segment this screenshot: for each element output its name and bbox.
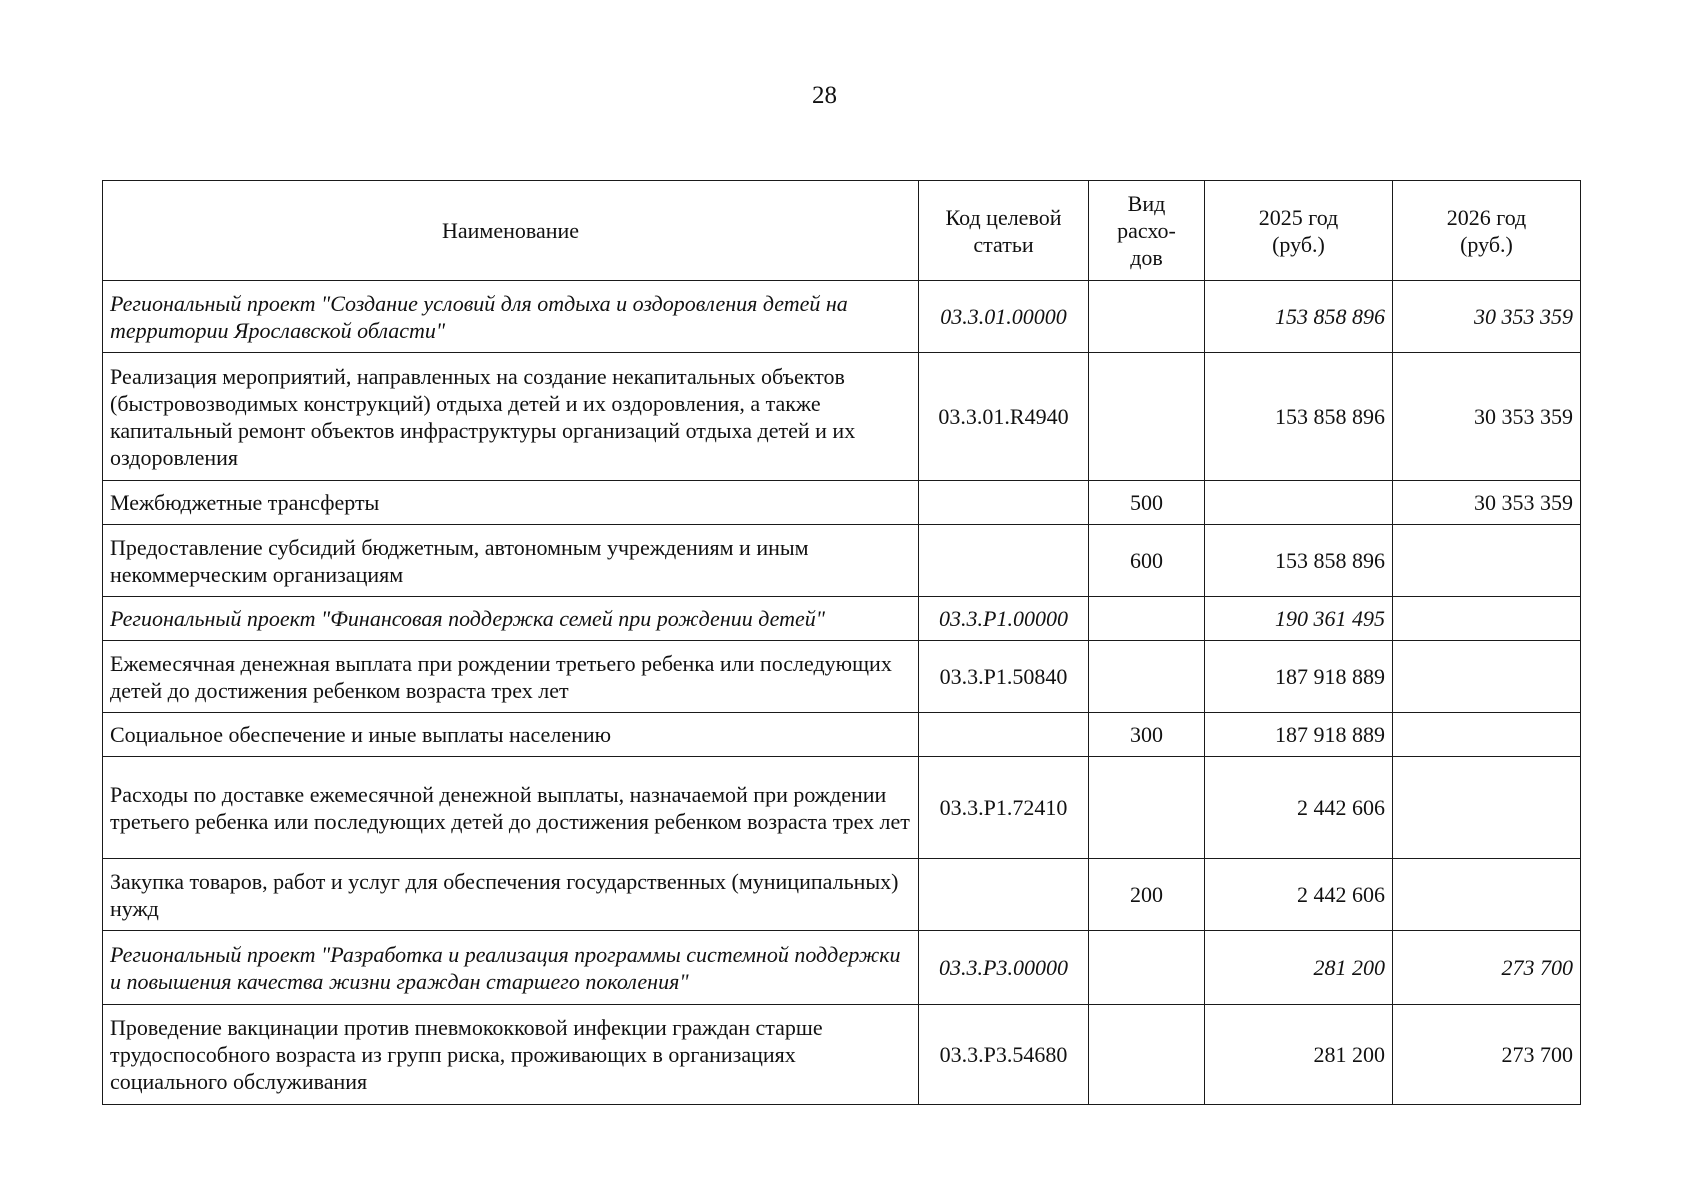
cell-name: Социальное обеспечение и иные выплаты населению — [103, 713, 919, 757]
cell-2025: 190 361 495 — [1205, 597, 1393, 641]
table-row — [103, 281, 1581, 353]
cell-name: Региональный проект "Разработка и реализация программы системной поддержки и повышения качества жизни граждан старшего поколения" — [103, 931, 919, 1005]
cell-code: 03.3.P3.54680 — [919, 1005, 1089, 1105]
table-row — [103, 859, 1581, 931]
cell-2026 — [1393, 597, 1581, 641]
cell-name: Региональный проект "Финансовая поддержка семей при рождении детей" — [103, 597, 919, 641]
cell-name: Ежемесячная денежная выплата при рождении третьего ребенка или последующих детей до достижения ребенком возраста трех лет — [103, 641, 919, 713]
cell-2025: 187 918 889 — [1205, 641, 1393, 713]
budget-table — [102, 180, 1581, 1105]
cell-type: 600 — [1089, 525, 1205, 597]
cell-code: 03.3.01.00000 — [919, 281, 1089, 353]
header-expense-type: Вид расхо- дов — [1089, 181, 1205, 281]
cell-code: 03.3.P1.00000 — [919, 597, 1089, 641]
cell-2026: 30 353 359 — [1393, 281, 1581, 353]
header-2026: 2026 год (руб.) — [1393, 181, 1581, 281]
cell-code — [919, 481, 1089, 525]
cell-2026 — [1393, 757, 1581, 859]
table-row — [103, 757, 1581, 859]
cell-type — [1089, 281, 1205, 353]
cell-type — [1089, 353, 1205, 481]
table-row — [103, 931, 1581, 1005]
table-row — [103, 597, 1581, 641]
cell-2026: 30 353 359 — [1393, 353, 1581, 481]
cell-code: 03.3.01.R4940 — [919, 353, 1089, 481]
cell-2026 — [1393, 713, 1581, 757]
cell-2026: 30 353 359 — [1393, 481, 1581, 525]
cell-2025: 153 858 896 — [1205, 525, 1393, 597]
cell-2025: 281 200 — [1205, 931, 1393, 1005]
header-code: Код целевой статьи — [919, 181, 1089, 281]
cell-2025 — [1205, 481, 1393, 525]
table-row — [103, 481, 1581, 525]
cell-name: Проведение вакцинации против пневмококковой инфекции граждан старше трудоспособного возраста из групп риска, проживающих в организациях социального обслуживания — [103, 1005, 919, 1105]
cell-code: 03.3.P1.50840 — [919, 641, 1089, 713]
page-number: 28 — [812, 82, 837, 109]
cell-type — [1089, 757, 1205, 859]
cell-2025: 281 200 — [1205, 1005, 1393, 1105]
table-row — [103, 1005, 1581, 1105]
cell-2025: 153 858 896 — [1205, 281, 1393, 353]
cell-name: Реализация мероприятий, направленных на создание некапитальных объектов (быстровозводимых конструкций) отдыха детей и их оздоровления, а также капитальный ремонт объектов инфраструктуры организаций отдыха детей и их оздоровления — [103, 353, 919, 481]
cell-2026 — [1393, 641, 1581, 713]
cell-type: 200 — [1089, 859, 1205, 931]
cell-type — [1089, 931, 1205, 1005]
cell-type: 500 — [1089, 481, 1205, 525]
cell-code — [919, 525, 1089, 597]
cell-name: Межбюджетные трансферты — [103, 481, 919, 525]
cell-name: Предоставление субсидий бюджетным, автономным учреждениям и иным некоммерческим организациям — [103, 525, 919, 597]
cell-code — [919, 713, 1089, 757]
table-row — [103, 353, 1581, 481]
table-row — [103, 641, 1581, 713]
cell-2025: 2 442 606 — [1205, 757, 1393, 859]
cell-name: Закупка товаров, работ и услуг для обеспечения государственных (муниципальных) нужд — [103, 859, 919, 931]
cell-2026 — [1393, 525, 1581, 597]
cell-type — [1089, 1005, 1205, 1105]
cell-code: 03.3.P1.72410 — [919, 757, 1089, 859]
cell-2026: 273 700 — [1393, 931, 1581, 1005]
cell-code: 03.3.P3.00000 — [919, 931, 1089, 1005]
cell-2025: 2 442 606 — [1205, 859, 1393, 931]
cell-type — [1089, 597, 1205, 641]
cell-2026: 273 700 — [1393, 1005, 1581, 1105]
table-row — [103, 525, 1581, 597]
header-2025: 2025 год (руб.) — [1205, 181, 1393, 281]
table-row — [103, 713, 1581, 757]
cell-type: 300 — [1089, 713, 1205, 757]
cell-code — [919, 859, 1089, 931]
cell-2026 — [1393, 859, 1581, 931]
cell-2025: 187 918 889 — [1205, 713, 1393, 757]
header-name: Наименование — [103, 181, 919, 281]
cell-name: Региональный проект "Создание условий для отдыха и оздоровления детей на территории Ярославской области" — [103, 281, 919, 353]
cell-2025: 153 858 896 — [1205, 353, 1393, 481]
cell-name: Расходы по доставке ежемесячной денежной выплаты, назначаемой при рождении третьего ребенка или последующих детей до достижения ребенком возраста трех лет — [103, 757, 919, 859]
table-header-row — [103, 181, 1581, 281]
cell-type — [1089, 641, 1205, 713]
